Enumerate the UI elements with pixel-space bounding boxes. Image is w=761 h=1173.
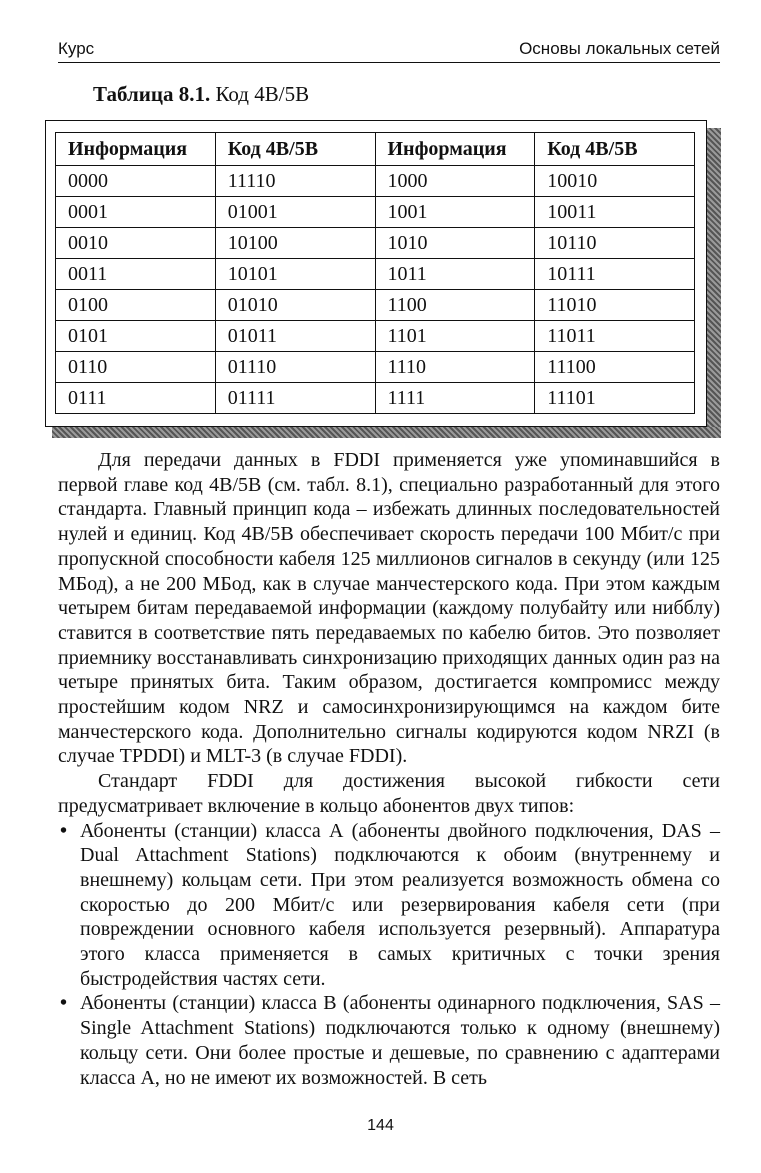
table-cell: 0111: [56, 383, 216, 414]
table-cell: 10111: [535, 259, 695, 290]
table-cell: 10010: [535, 166, 695, 197]
table-cell: 10110: [535, 228, 695, 259]
code-4b5b-table: [55, 132, 695, 414]
table-row: [56, 321, 695, 352]
table-cell: 1111: [375, 383, 535, 414]
table-cell: 01011: [215, 321, 375, 352]
table-row: [56, 166, 695, 197]
table-cell: 01001: [215, 197, 375, 228]
table-cell: 1110: [375, 352, 535, 383]
table-cell: 01010: [215, 290, 375, 321]
table-cell: 10100: [215, 228, 375, 259]
table-cell: 1010: [375, 228, 535, 259]
table-cell: 01111: [215, 383, 375, 414]
running-head-course: Курс: [58, 39, 95, 58]
running-head-title: Основы локальных сетей: [519, 39, 720, 58]
table-caption-text: Код 4B/5B: [215, 82, 310, 106]
table-cell: 11100: [535, 352, 695, 383]
table-caption-label: Таблица 8.1.: [93, 82, 211, 106]
table-cell: 1100: [375, 290, 535, 321]
table-cell: 11010: [535, 290, 695, 321]
table-row: [56, 259, 695, 290]
table-cell: 0010: [56, 228, 216, 259]
table-cell: 1000: [375, 166, 535, 197]
list-item: [58, 991, 720, 1090]
table-cell: 01110: [215, 352, 375, 383]
bullet-list: [58, 819, 720, 1091]
table-cell: 11110: [215, 166, 375, 197]
table-header-row: [56, 133, 695, 166]
table-row: [56, 383, 695, 414]
table-cell: 10011: [535, 197, 695, 228]
list-item-text: Абоненты (станции) класса А (абоненты двойного подключения, DAS – Dual Attachment Stations) подключаются к обоим (внутреннему и внешнему) кольцам сети. При этом реализуется возможность обмена со скоростью до 200 Мбит/с или резервирования кабеля сети (при повреждении основного кабеля используется резервный). Аппаратура этого класса применяется в самых критичных с точки зрения быстродействия частях сети.: [80, 819, 720, 990]
table-cell: 1101: [375, 321, 535, 352]
table-row: [56, 197, 695, 228]
page-number: 144: [367, 1117, 394, 1134]
table-cell: 0000: [56, 166, 216, 197]
table-cell: 0101: [56, 321, 216, 352]
bullet-icon: •: [60, 992, 68, 1015]
table-cell: 0011: [56, 259, 216, 290]
table-row: [56, 290, 695, 321]
table-cell: 11011: [535, 321, 695, 352]
table-cell: 1011: [375, 259, 535, 290]
paragraph: Стандарт FDDI для достижения высокой гибкости сети предусматривает включение в кольцо абонентов двух типов:: [58, 770, 720, 817]
column-header: Информация: [56, 133, 216, 166]
table-cell: 0100: [56, 290, 216, 321]
column-header: Информация: [375, 133, 535, 166]
table-cell: 10101: [215, 259, 375, 290]
list-item: [58, 819, 720, 992]
table-shadow-right: [707, 128, 721, 438]
table-cell: 1001: [375, 197, 535, 228]
table-shadow-bottom: [52, 427, 721, 438]
table-caption: [93, 82, 309, 107]
table-cell: 11101: [535, 383, 695, 414]
paragraph: Для передачи данных в FDDI применяется уже упоминавшийся в первой главе код 4B/5B (см. табл. 8.1), специально разработанный для этого стандарта. Главный принцип кода – избежать длинных последовательностей нулей и единиц. Код 4B/5B обеспечивает скорость передачи 100 Мбит/с при пропускной способности кабеля 125 миллионов сигналов в секунду (или 125 МБод), а не 200 МБод, как в случае манчестерского кода. При этом каждым четырем битам передаваемой информации (каждому полубайту или нибблу) ставится в соответствие пять передаваемых по кабелю битов. Это позволяет приемнику восстанавливать синхронизацию приходящих данных один раз на четыре принятых бита. Таким образом, достигается компромисс между простейшим кодом NRZ и самосинхронизирующимся на каждом бите манчестерского кода. Дополнительно сигналы кодируются кодом NRZI (в случае TPDDI) и MLT-3 (в случае FDDI).: [58, 449, 720, 768]
table-cell: 0110: [56, 352, 216, 383]
table-cell: 0001: [56, 197, 216, 228]
list-item-text: Абоненты (станции) класса В (абоненты одинарного подключения, SAS – Single Attachment Stations) подключаются только к одному (внешнему) кольцу сети. Они более простые и дешевые, по сравнению с адаптерами класса А, но не имеют их возможностей. В сеть: [80, 992, 720, 1089]
table-row: [56, 228, 695, 259]
bullet-icon: •: [60, 819, 68, 842]
table-row: [56, 352, 695, 383]
column-header: Код 4B/5B: [535, 133, 695, 166]
running-head: [58, 38, 720, 63]
column-header: Код 4B/5B: [215, 133, 375, 166]
body-text: [58, 448, 720, 1090]
